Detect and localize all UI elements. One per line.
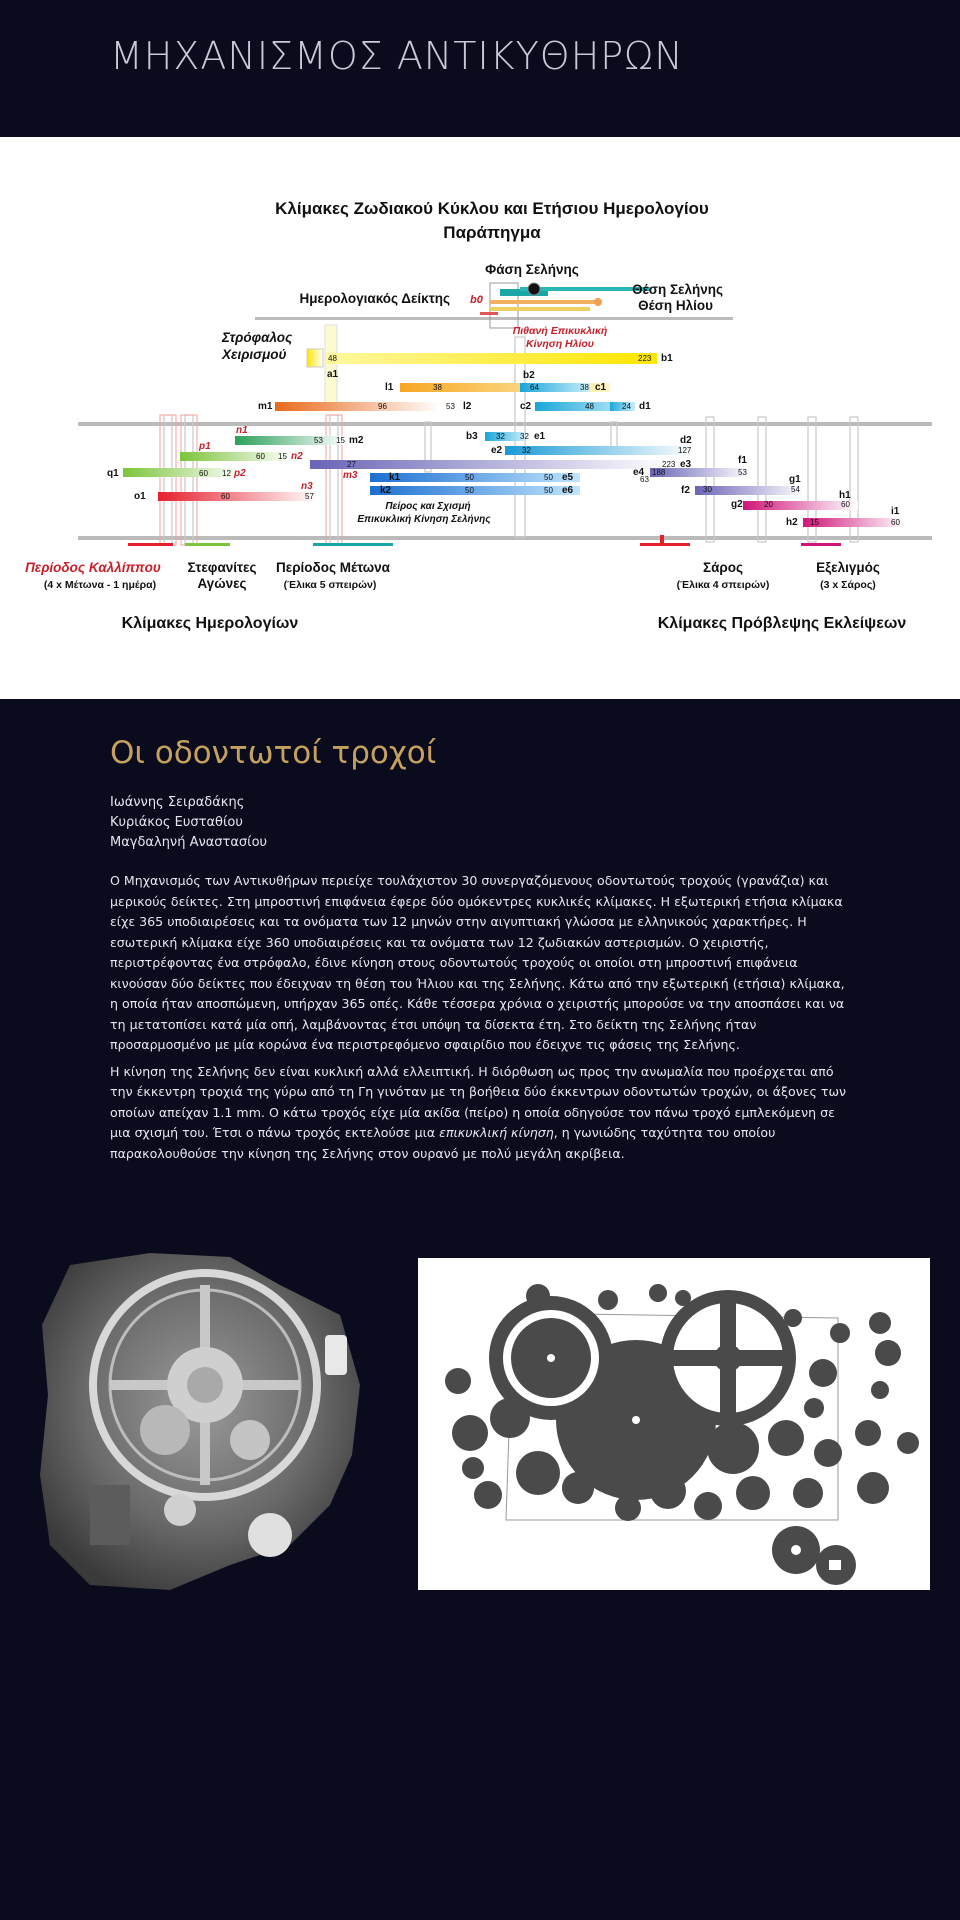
article: [110, 735, 850, 1170]
svg-text:53: 53: [446, 402, 455, 411]
svg-text:63: 63: [640, 475, 649, 484]
crank-axle: [325, 325, 337, 407]
callippic-sub-label: (4 x Μέτωνα - 1 ημέρα): [43, 579, 157, 591]
date-pointer-label: Ημερολογιακός Δείκτης: [299, 291, 450, 306]
article-heading: Οι οδοντωτοί τροχοί: [110, 735, 437, 771]
crank-label-1: Στρόφαλος: [222, 330, 293, 345]
b0-label: b0: [470, 294, 483, 306]
svg-text:27: 27: [347, 460, 356, 469]
svg-text:e5: e5: [562, 472, 574, 483]
moon-phase-label: Φάση Σελήνης: [485, 262, 579, 277]
svg-text:15: 15: [278, 452, 287, 461]
gear-train-diagram: [0, 137, 960, 699]
svg-text:n1: n1: [236, 425, 248, 436]
svg-text:m2: m2: [349, 435, 364, 446]
diagram-subtitle: Παράπηγμα: [443, 223, 541, 242]
svg-text:60: 60: [221, 492, 230, 501]
svg-text:b2: b2: [523, 370, 535, 381]
svg-text:96: 96: [378, 402, 387, 411]
svg-text:57: 57: [305, 492, 314, 501]
saros-label: Σάρος: [702, 560, 744, 575]
svg-text:50: 50: [544, 473, 553, 482]
svg-text:32: 32: [522, 446, 531, 455]
svg-text:32: 32: [520, 432, 529, 441]
saros-sub-label: (Έλικα 4 σπειρών): [676, 579, 770, 591]
svg-text:l1: l1: [385, 382, 394, 393]
svg-text:30: 30: [703, 485, 712, 494]
calendar-scales-label: Κλίμακες Ημερολογίων: [121, 615, 299, 632]
svg-text:12: 12: [222, 469, 231, 478]
pink-axles: [160, 415, 342, 545]
metonic-sub-label: (Έλικα 5 σπειρών): [283, 579, 377, 591]
svg-text:p2: p2: [234, 468, 246, 479]
games-label-2: Αγώνες: [197, 576, 247, 591]
author-list: [110, 793, 850, 853]
svg-text:60: 60: [199, 469, 208, 478]
svg-text:e6: e6: [562, 485, 574, 496]
exeligmos-label: Εξελιγμός: [816, 560, 880, 575]
header: [0, 0, 960, 137]
svg-text:e3: e3: [680, 459, 692, 470]
svg-text:e2: e2: [491, 445, 503, 456]
svg-text:k2: k2: [380, 485, 392, 496]
svg-text:b1: b1: [661, 353, 673, 364]
sun-position-label: Θέση Ηλίου: [638, 298, 713, 313]
paragraph-2: [110, 1062, 850, 1165]
page-title: ΜΗΧΑΝΙΣΜΟΣ ΑΝΤΙΚΥΘΗΡΩΝ: [110, 34, 684, 78]
svg-text:20: 20: [764, 500, 773, 509]
top-plate: [255, 317, 733, 320]
svg-text:i1: i1: [891, 506, 900, 517]
svg-text:f1: f1: [738, 455, 747, 466]
paragraph-2-text: Η κίνηση της Σελήνης δεν είναι κυκλική αλλά ελλειπτική. Η διόρθωση ως προς την ανωμαλία που προέρχεται από την έκκεντρη τροχιά της γύρω από τη Γη γινόταν με τη βοήθεια δύο έκκεντρων οδοντωτών τροχών, οι άξονες των οποίων απείχαν 1.1 mm. Ο κάτω τροχός είχε μία ακίδα (πείρο) η οποία οδηγούσε τον πάνω τροχό εμπλεκόμενη σε μια σχισμή του. Έτσι ο πάνω τροχός εκτελούσε μια: [110, 1063, 847, 1140]
xray-fragment-image: [30, 1245, 370, 1600]
svg-text:38: 38: [433, 383, 442, 392]
svg-text:n2: n2: [291, 451, 303, 462]
svg-text:g2: g2: [731, 499, 743, 510]
svg-text:60: 60: [841, 500, 850, 509]
svg-text:e1: e1: [534, 431, 546, 442]
moon-position-label: Θέση Σελήνης: [632, 282, 723, 297]
svg-text:38: 38: [580, 383, 589, 392]
svg-text:24: 24: [622, 402, 631, 411]
svg-text:15: 15: [810, 518, 819, 527]
svg-text:53: 53: [738, 468, 747, 477]
svg-text:l2: l2: [463, 401, 472, 412]
svg-text:64: 64: [530, 383, 539, 392]
svg-text:o1: o1: [134, 491, 146, 502]
svg-text:50: 50: [544, 486, 553, 495]
svg-text:50: 50: [465, 486, 474, 495]
metonic-label: Περίοδος Μέτωνα: [276, 560, 390, 575]
epicyclic-sun-label-1: Πιθανή Επικυκλική: [512, 325, 608, 337]
svg-text:h1: h1: [839, 490, 851, 501]
svg-text:15: 15: [336, 436, 345, 445]
svg-text:223: 223: [638, 354, 652, 363]
pin-slot-label-2: Επικυκλική Κίνηση Σελήνης: [357, 514, 491, 525]
svg-text:60: 60: [891, 518, 900, 527]
svg-text:k1: k1: [389, 472, 401, 483]
svg-text:m1: m1: [258, 401, 273, 412]
svg-text:50: 50: [465, 473, 474, 482]
svg-text:m3: m3: [343, 470, 358, 481]
svg-text:53: 53: [314, 436, 323, 445]
games-label-1: Στεφανίτες: [187, 560, 257, 575]
author-name: Ιωάννης Σειραδάκης: [110, 795, 245, 810]
callippic-label: Περίοδος Καλλίππου: [25, 560, 161, 575]
author-name: Κυριάκος Ευσταθίου: [110, 815, 243, 830]
reconstructed-gears-image: [418, 1258, 930, 1590]
svg-text:d1: d1: [639, 401, 651, 412]
pin-slot-label-1: Πείρος και Σχισμή: [385, 501, 471, 512]
svg-text:g1: g1: [789, 474, 801, 485]
svg-text:b3: b3: [466, 431, 478, 442]
crank-label-2: Χειρισμού: [222, 347, 287, 362]
svg-text:60: 60: [256, 452, 265, 461]
svg-text:n3: n3: [301, 481, 313, 492]
author-name: Μαγδαληνή Αναστασίου: [110, 835, 268, 850]
epicyclic-sun-label-2: Κίνηση Ηλίου: [525, 338, 595, 350]
pointer-assembly: [480, 283, 650, 328]
paragraph-2-emphasis: επικυκλική κίνηση: [439, 1125, 554, 1140]
front-plate: [78, 422, 932, 426]
svg-text:223: 223: [662, 460, 676, 469]
svg-text:c1: c1: [595, 382, 607, 393]
diagram-title: Κλίμακες Ζωδιακού Κύκλου και Ετήσιου Ημερολογίου: [275, 199, 709, 218]
svg-text:f2: f2: [681, 485, 690, 496]
svg-text:127: 127: [678, 446, 692, 455]
back-plate: [78, 536, 932, 540]
svg-text:48: 48: [328, 354, 337, 363]
svg-text:32: 32: [496, 432, 505, 441]
svg-text:a1: a1: [327, 369, 339, 380]
diagram-svg: [0, 137, 960, 699]
svg-text:h2: h2: [786, 517, 798, 528]
gear-bars: [123, 353, 905, 527]
svg-text:48: 48: [585, 402, 594, 411]
paragraph-1: Ο Μηχανισμός των Αντικυθήρων περιείχε τουλάχιστον 30 συνεργαζόμενους οδοντωτούς τροχούς (γρανάζια) και μερικούς δείκτες. Στη μπροστινή επιφάνεια έφερε δύο ομόκεντρες κυκλικές κλίμακες. Η εξωτερική ετήσια κλίμακα είχε 365 υποδιαιρέσεις και τα ονόματα των 12 μηνών στην αιγυπτιακή γλώσσα με ελληνικούς χαρακτήρες. Η εσωτερική κλίμακα είχε 360 υποδιαιρέσεις και τα ονόματα των 12 ζωδιακών αστερισμών. Ο χειριστής, περιστρέφοντας ένα στρόφαλο, έδινε κίνηση στους οδοντωτούς τροχούς οι οποίοι στη μπροστινή επιφάνεια κινούσαν δύο δείκτες που έδειχναν τη θέση του Ήλιου και της Σελήνης. Κάτω από την εξωτερική (ετήσια) κλίμακα, η οποία ήταν αποσπώμενη, υπήρχαν 365 οπές. Κάθε τέσσερα χρόνια ο χειριστής μπορούσε να την αποσπάσει και να τη μετατοπίσει κατά μία οπή, λαμβάνοντας έτσι υπόψη τα δίσεκτα έτη. Στο δείκτη της Σελήνης ήταν προσαρμοσμένο με μία κορώνα ένα περιστρεφόμενο σφαιρίδιο που έδειχνε τις φάσεις της Σελήνης.: [110, 873, 845, 1052]
crank-handle: [307, 349, 323, 367]
svg-text:54: 54: [791, 485, 800, 494]
eclipse-scales-label: Κλίμακες Πρόβλεψης Εκλείψεων: [657, 615, 907, 632]
exeligmos-sub-label: (3 x Σάρος): [820, 579, 876, 591]
svg-text:q1: q1: [107, 468, 119, 479]
article-body: [110, 871, 850, 1164]
svg-text:e4: e4: [633, 467, 645, 478]
svg-text:d2: d2: [680, 435, 692, 446]
paragraph-2-text-end: , η γωνιώδης ταχύτητα του οποίου παρακολουθούσε την κίνηση της Σελήνης στον ουρανό με πολύ μεγάλη ακρίβεια.: [110, 1125, 776, 1161]
svg-text:188: 188: [652, 468, 666, 477]
svg-text:p1: p1: [199, 441, 211, 452]
svg-text:c2: c2: [520, 401, 532, 412]
